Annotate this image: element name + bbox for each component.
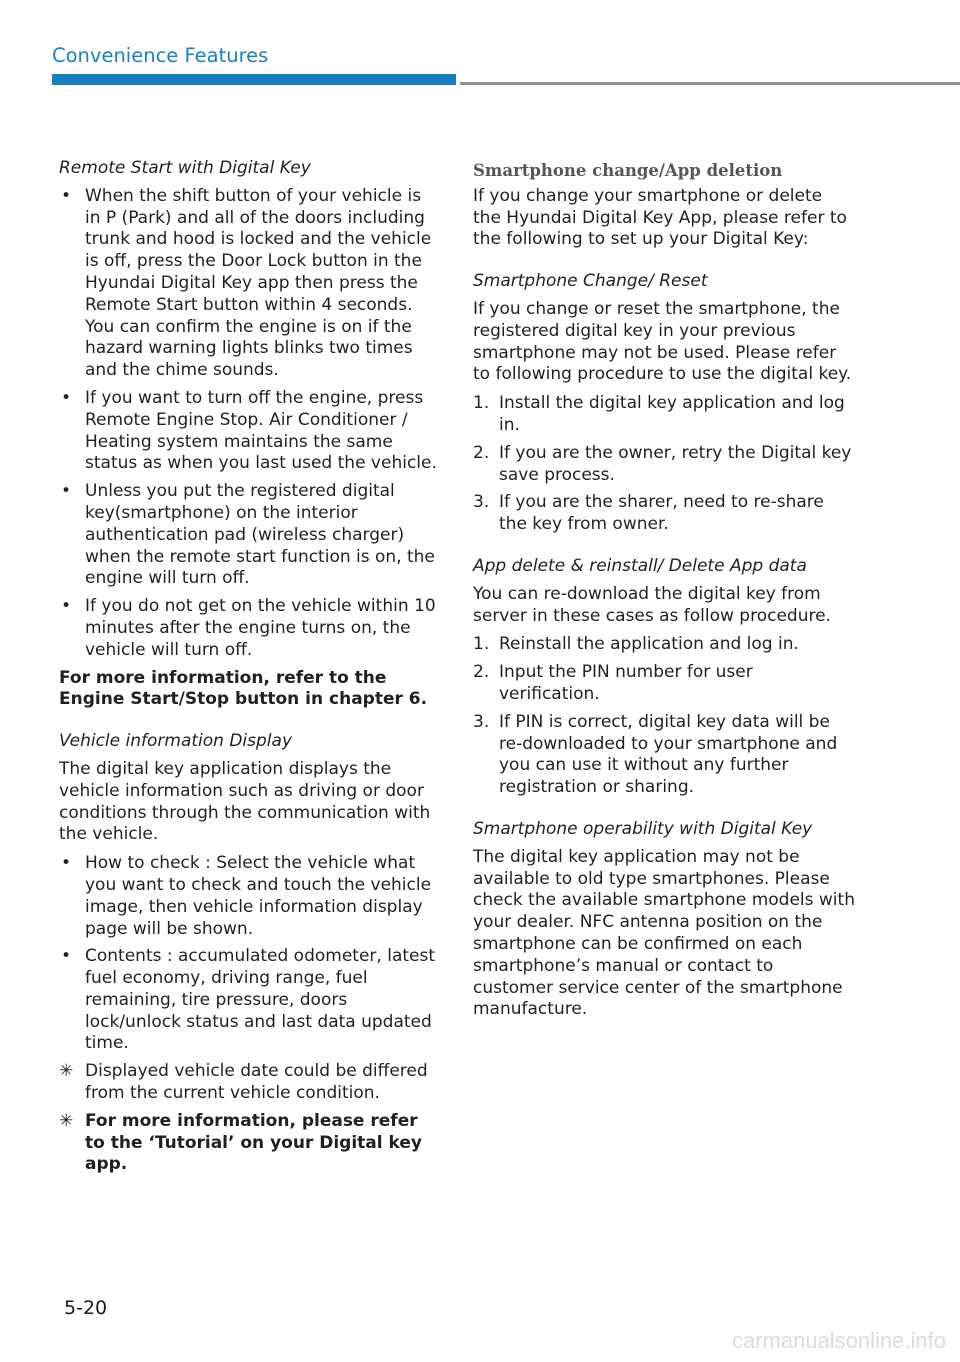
header-accent-bar [52, 74, 456, 85]
remote-start-list [59, 186, 441, 662]
step-number: 1. [473, 634, 490, 655]
change-reset-steps [473, 393, 855, 536]
smartphone-change-intro: If you change your smartphone or delete the Hyundai Digital Key App, please refer to the following to set up your Digital Key: [473, 185, 847, 250]
step-number: 2. [473, 442, 490, 463]
step-item [473, 492, 855, 536]
note-text: Displayed vehicle date could be differed from the current vehicle condition. [85, 1061, 428, 1104]
bullet-icon: • [61, 596, 72, 617]
step-item [473, 634, 855, 656]
operability-title: Smartphone operability with Digital Key [473, 818, 813, 839]
smartphone-change-heading: Smartphone change/App deletion [473, 161, 783, 180]
step-number: 1. [473, 393, 490, 414]
section-title: Convenience Features [52, 44, 269, 67]
list-item [59, 186, 441, 382]
list-item [59, 946, 441, 1055]
bullet-icon: • [61, 946, 72, 967]
list-item [59, 596, 441, 661]
header-rule [460, 82, 960, 85]
step-number: 3. [473, 711, 490, 732]
left-column [59, 158, 441, 1182]
list-item-text: If you want to turn off the engine, press Remote Engine Stop. Air Conditioner / Heating system maintains the same status as when you last used the vehicle. [85, 387, 437, 474]
step-text: Install the digital key application and log in. [499, 393, 845, 435]
list-item-text: When the shift button of your vehicle is in P (Park) and all of the doors including trunk and hood is locked and the vehicle is off, press the Door Lock button in the Hyundai Digital Key app then press the Remote Start button within 4 seconds. [85, 185, 432, 315]
change-reset-title: Smartphone Change/ Reset [473, 271, 708, 292]
app-delete-text: You can re-download the digital key from server in these cases as follow procedure. [473, 583, 831, 626]
step-number: 3. [473, 492, 490, 513]
list-item-extra: You can confirm the engine is on if the hazard warning lights blinks two times and the chime sounds. [85, 316, 413, 381]
asterisk-icon: ✳ [59, 1110, 74, 1131]
step-text: If you are the owner, retry the Digital key save process. [499, 442, 852, 485]
right-column [473, 160, 855, 1028]
step-text: Reinstall the application and log in. [499, 634, 799, 655]
list-item [59, 388, 441, 475]
step-text: Input the PIN number for user verification. [499, 662, 753, 704]
app-delete-steps [473, 634, 855, 799]
step-item [473, 662, 855, 706]
note-item [59, 1111, 441, 1176]
step-number: 2. [473, 662, 490, 683]
step-text: If you are the sharer, need to re-share the key from owner. [499, 492, 824, 535]
note-text: For more information, please refer to the ‘Tutorial’ on your Digital key app. [85, 1110, 422, 1175]
more-info-note: For more information, refer to the Engine Start/Stop button in chapter 6. [59, 667, 428, 710]
note-item [59, 1061, 441, 1105]
remote-start-title: Remote Start with Digital Key [59, 158, 311, 178]
bullet-icon: • [61, 481, 72, 502]
app-delete-title: App delete & reinstall/ Delete App data [473, 555, 807, 576]
asterisk-icon: ✳ [59, 1061, 74, 1082]
list-item-text: Unless you put the registered digital key(smartphone) on the interior authentication pad (wireless charger) when the remote start function is on, the engine will turn off. [85, 481, 435, 589]
vehicle-info-list [59, 853, 441, 1055]
list-item [59, 853, 441, 940]
vehicle-info-title: Vehicle information Display [59, 731, 293, 752]
step-item [473, 393, 855, 437]
operability-text: The digital key application may not be available to old type smartphones. Please check the available smartphone models with your dealer. NFC antenna position on the smartphone can be confirmed on each smartphone’s manual or contact to customer service center of the smartphone manufacture. [473, 846, 855, 1020]
step-item [473, 443, 855, 487]
page-number: 5-20 [64, 1297, 108, 1319]
bullet-icon: • [61, 387, 72, 408]
watermark: carmanualsonline.info [731, 1328, 946, 1353]
list-item-text: How to check : Select the vehicle what you want to check and touch the vehicle image, then vehicle information display page will be shown. [85, 853, 432, 939]
list-item-text: Contents : accumulated odometer, latest fuel economy, driving range, fuel remaining, tire pressure, doors lock/unlock status and last data updated time. [85, 946, 436, 1054]
bullet-icon: • [61, 185, 72, 206]
change-reset-text: If you change or reset the smartphone, the registered digital key in your previous smartphone may not be used. Please refer to following procedure to use the digital key. [473, 298, 852, 385]
vehicle-info-intro: The digital key application displays the vehicle information such as driving or door conditions through the communication with the vehicle. [59, 758, 431, 845]
list-item [59, 481, 441, 590]
list-item-text: If you do not get on the vehicle within 10 minutes after the engine turns on, the vehicle will turn off. [85, 596, 436, 660]
step-text: If PIN is correct, digital key data will be re-downloaded to your smartphone and you can use it without any further registration or sharing. [499, 711, 838, 798]
step-item [473, 712, 855, 799]
bullet-icon: • [61, 853, 72, 874]
